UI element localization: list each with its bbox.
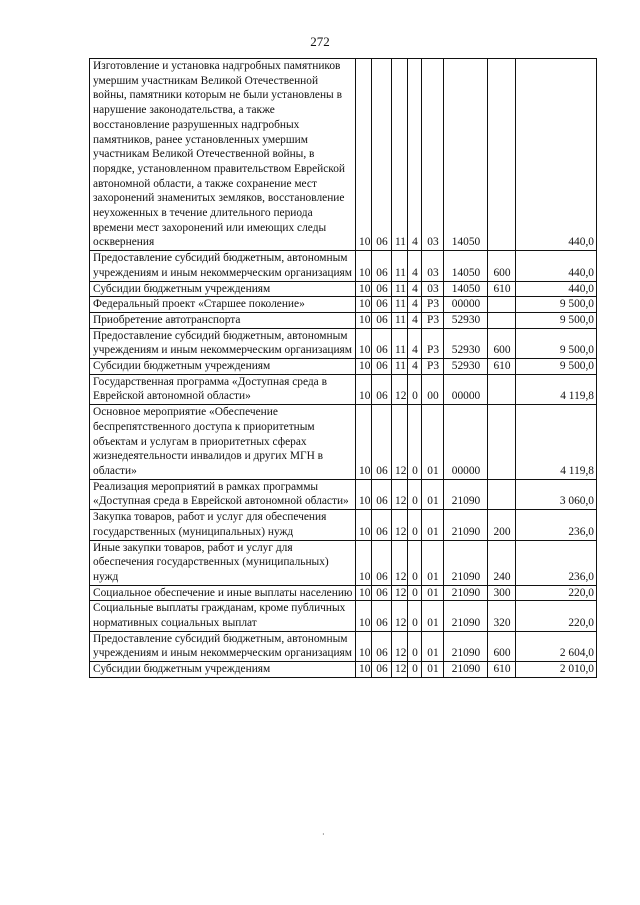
row-name: Закупка товаров, работ и услуг для обеспечения государственных (муниципальных) нужд <box>90 510 356 540</box>
expense-type-code: 610 <box>488 662 516 678</box>
event-code: 03 <box>422 251 444 281</box>
section-code: 10 <box>356 662 372 678</box>
direction-code: 00000 <box>444 405 488 480</box>
program-code: 11 <box>392 251 408 281</box>
amount: 9 500,0 <box>516 359 597 375</box>
direction-code: 14050 <box>444 59 488 251</box>
subsection-code: 06 <box>372 585 392 601</box>
direction-code: 52930 <box>444 328 488 358</box>
subprogram-code: 0 <box>408 479 422 509</box>
subsection-code: 06 <box>372 479 392 509</box>
subprogram-code: 4 <box>408 328 422 358</box>
event-code: 01 <box>422 405 444 480</box>
subprogram-code: 0 <box>408 662 422 678</box>
subsection-code: 06 <box>372 297 392 313</box>
program-code: 11 <box>392 328 408 358</box>
direction-code: 21090 <box>444 585 488 601</box>
row-name: Основное мероприятие «Обеспечение беспрепятственного доступа к приоритетным объектам и услугам в приоритетных сферах жизнедеятельности инвалидов и других МГН в области» <box>90 405 356 480</box>
subprogram-code: 0 <box>408 405 422 480</box>
row-name: Субсидии бюджетным учреждениям <box>90 359 356 375</box>
amount: 9 500,0 <box>516 328 597 358</box>
amount: 236,0 <box>516 540 597 585</box>
subprogram-code: 0 <box>408 374 422 404</box>
program-code: 12 <box>392 601 408 631</box>
event-code: 00 <box>422 374 444 404</box>
subsection-code: 06 <box>372 374 392 404</box>
subprogram-code: 0 <box>408 540 422 585</box>
table-row <box>90 59 597 251</box>
direction-code: 52930 <box>444 359 488 375</box>
table-row <box>90 359 597 375</box>
amount: 236,0 <box>516 510 597 540</box>
event-code: 03 <box>422 59 444 251</box>
program-code: 12 <box>392 585 408 601</box>
subprogram-code: 0 <box>408 601 422 631</box>
direction-code: 21090 <box>444 662 488 678</box>
section-code: 10 <box>356 359 372 375</box>
section-code: 10 <box>356 631 372 661</box>
table-row <box>90 585 597 601</box>
expense-type-code: 320 <box>488 601 516 631</box>
table-row <box>90 281 597 297</box>
direction-code: 21090 <box>444 631 488 661</box>
amount: 440,0 <box>516 251 597 281</box>
subsection-code: 06 <box>372 601 392 631</box>
event-code: 01 <box>422 585 444 601</box>
subsection-code: 06 <box>372 281 392 297</box>
subprogram-code: 4 <box>408 59 422 251</box>
expense-type-code: 600 <box>488 631 516 661</box>
direction-code: 21090 <box>444 479 488 509</box>
table-row <box>90 662 597 678</box>
direction-code: 21090 <box>444 601 488 631</box>
expense-type-code: 240 <box>488 540 516 585</box>
page-number: 272 <box>310 34 330 49</box>
section-code: 10 <box>356 328 372 358</box>
expense-type-code <box>488 405 516 480</box>
subprogram-code: 4 <box>408 251 422 281</box>
row-name: Приобретение автотранспорта <box>90 312 356 328</box>
section-code: 10 <box>356 374 372 404</box>
event-code: P3 <box>422 328 444 358</box>
program-code: 12 <box>392 631 408 661</box>
row-name: Федеральный проект «Старшее поколение» <box>90 297 356 313</box>
expense-type-code: 600 <box>488 328 516 358</box>
row-name: Изготовление и установка надгробных памятников умершим участникам Великой Отечественной войны, памятники которым не были установлены в нарушение законодательства, а также восстановление разрушенных надгробных памятников, ранее установленных умершим участникам Великой Отечественной войны, в порядке, установленном правительством Еврейской автономной области, а также сохранение мест захоронений знаменитых земляков, восстановление неухоженных в течение длительного периода времени мест захоронений или имеющих следы осквернения <box>90 59 356 251</box>
expense-type-code: 610 <box>488 281 516 297</box>
row-name: Социальные выплаты гражданам, кроме публичных нормативных социальных выплат <box>90 601 356 631</box>
subsection-code: 06 <box>372 328 392 358</box>
subsection-code: 06 <box>372 359 392 375</box>
amount: 220,0 <box>516 585 597 601</box>
direction-code: 14050 <box>444 251 488 281</box>
program-code: 11 <box>392 297 408 313</box>
subprogram-code: 4 <box>408 297 422 313</box>
program-code: 11 <box>392 312 408 328</box>
section-code: 10 <box>356 281 372 297</box>
event-code: 01 <box>422 510 444 540</box>
expense-type-code: 610 <box>488 359 516 375</box>
program-code: 11 <box>392 359 408 375</box>
expense-type-code <box>488 374 516 404</box>
program-code: 12 <box>392 662 408 678</box>
section-code: 10 <box>356 585 372 601</box>
table-row <box>90 297 597 313</box>
event-code: 01 <box>422 662 444 678</box>
amount: 2 604,0 <box>516 631 597 661</box>
subsection-code: 06 <box>372 631 392 661</box>
subsection-code: 06 <box>372 251 392 281</box>
table-row <box>90 312 597 328</box>
stray-mark: · <box>322 830 325 839</box>
subprogram-code: 0 <box>408 631 422 661</box>
table-row <box>90 479 597 509</box>
subprogram-code: 4 <box>408 359 422 375</box>
amount: 2 010,0 <box>516 662 597 678</box>
direction-code: 14050 <box>444 281 488 297</box>
amount: 220,0 <box>516 601 597 631</box>
section-code: 10 <box>356 59 372 251</box>
expense-type-code <box>488 297 516 313</box>
table-row <box>90 251 597 281</box>
program-code: 11 <box>392 59 408 251</box>
event-code: P3 <box>422 359 444 375</box>
section-code: 10 <box>356 479 372 509</box>
program-code: 12 <box>392 374 408 404</box>
event-code: P3 <box>422 312 444 328</box>
row-name: Субсидии бюджетным учреждениям <box>90 662 356 678</box>
table-row <box>90 328 597 358</box>
event-code: 01 <box>422 631 444 661</box>
event-code: P3 <box>422 297 444 313</box>
direction-code: 00000 <box>444 374 488 404</box>
section-code: 10 <box>356 312 372 328</box>
section-code: 10 <box>356 540 372 585</box>
expense-type-code <box>488 312 516 328</box>
table-row <box>90 631 597 661</box>
direction-code: 52930 <box>444 312 488 328</box>
section-code: 10 <box>356 297 372 313</box>
budget-table <box>89 58 597 678</box>
amount: 440,0 <box>516 281 597 297</box>
subprogram-code: 4 <box>408 281 422 297</box>
event-code: 01 <box>422 479 444 509</box>
program-code: 11 <box>392 281 408 297</box>
amount: 9 500,0 <box>516 312 597 328</box>
expense-type-code: 300 <box>488 585 516 601</box>
amount: 440,0 <box>516 59 597 251</box>
direction-code: 00000 <box>444 297 488 313</box>
row-name: Иные закупки товаров, работ и услуг для обеспечения государственных (муниципальных) нужд <box>90 540 356 585</box>
row-name: Реализация мероприятий в рамках программы «Доступная среда в Еврейской автономной области» <box>90 479 356 509</box>
subprogram-code: 0 <box>408 585 422 601</box>
event-code: 01 <box>422 601 444 631</box>
table-row <box>90 540 597 585</box>
row-name: Субсидии бюджетным учреждениям <box>90 281 356 297</box>
subprogram-code: 4 <box>408 312 422 328</box>
program-code: 12 <box>392 540 408 585</box>
amount: 4 119,8 <box>516 405 597 480</box>
section-code: 10 <box>356 405 372 480</box>
row-name: Предоставление субсидий бюджетным, автономным учреждениям и иным некоммерческим организациям <box>90 251 356 281</box>
event-code: 03 <box>422 281 444 297</box>
row-name: Предоставление субсидий бюджетным, автономным учреждениям и иным некоммерческим организациям <box>90 631 356 661</box>
program-code: 12 <box>392 510 408 540</box>
subsection-code: 06 <box>372 405 392 480</box>
subsection-code: 06 <box>372 540 392 585</box>
direction-code: 21090 <box>444 540 488 585</box>
subsection-code: 06 <box>372 59 392 251</box>
section-code: 10 <box>356 251 372 281</box>
section-code: 10 <box>356 601 372 631</box>
table-row <box>90 405 597 480</box>
subprogram-code: 0 <box>408 510 422 540</box>
subsection-code: 06 <box>372 312 392 328</box>
program-code: 12 <box>392 479 408 509</box>
expense-type-code <box>488 59 516 251</box>
amount: 9 500,0 <box>516 297 597 313</box>
amount: 4 119,8 <box>516 374 597 404</box>
table-row <box>90 510 597 540</box>
row-name: Государственная программа «Доступная среда в Еврейской автономной области» <box>90 374 356 404</box>
expense-type-code <box>488 479 516 509</box>
section-code: 10 <box>356 510 372 540</box>
direction-code: 21090 <box>444 510 488 540</box>
row-name: Предоставление субсидий бюджетным, автономным учреждениям и иным некоммерческим организациям <box>90 328 356 358</box>
table-row <box>90 601 597 631</box>
amount: 3 060,0 <box>516 479 597 509</box>
expense-type-code: 200 <box>488 510 516 540</box>
table-row <box>90 374 597 404</box>
event-code: 01 <box>422 540 444 585</box>
expense-type-code: 600 <box>488 251 516 281</box>
subsection-code: 06 <box>372 510 392 540</box>
program-code: 12 <box>392 405 408 480</box>
subsection-code: 06 <box>372 662 392 678</box>
row-name: Социальное обеспечение и иные выплаты населению <box>90 585 356 601</box>
